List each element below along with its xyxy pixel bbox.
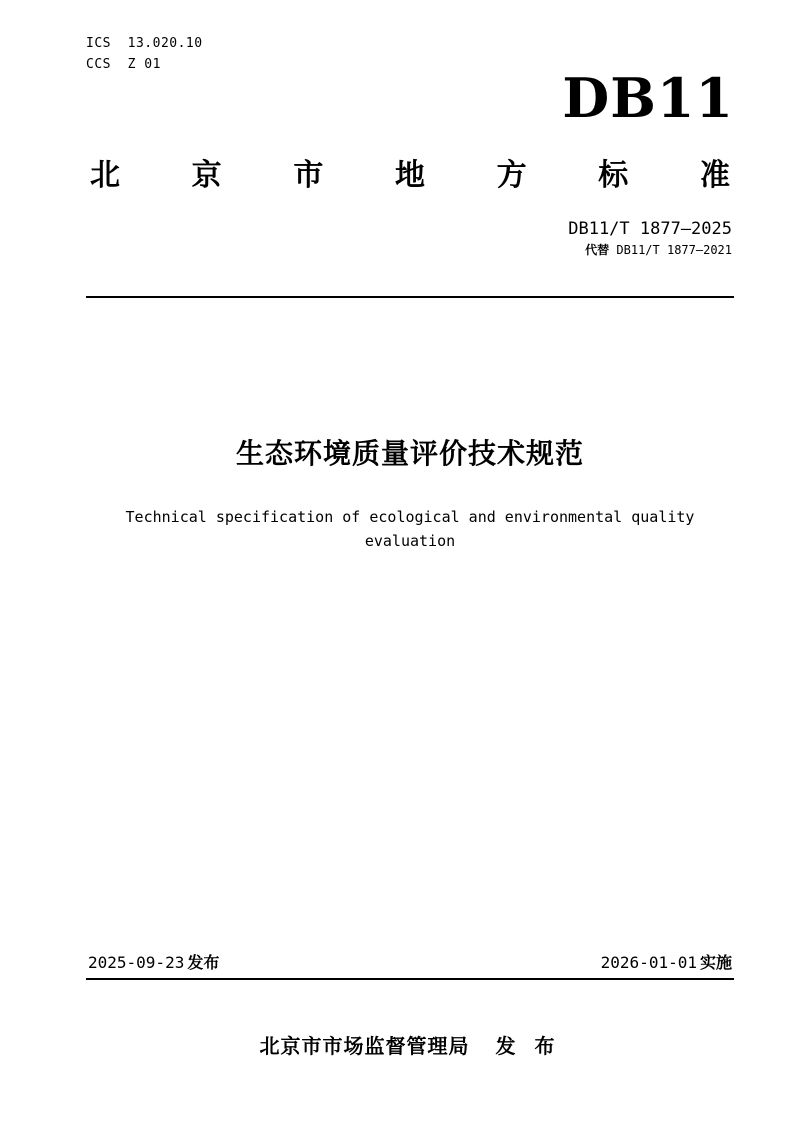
title-chinese: 生态环境质量评价技术规范	[235, 437, 584, 470]
ics-line	[86, 33, 203, 54]
standard-number-block	[568, 218, 732, 259]
standard-number: DB11/T 1877—2025	[568, 219, 732, 239]
effective-date-block	[601, 950, 732, 973]
title-english-line2: evaluation	[364, 532, 456, 550]
page-content	[86, 0, 734, 1133]
ccs-value: Z 01	[127, 57, 161, 72]
issue-label: 发布	[187, 953, 220, 972]
header-divider	[86, 296, 734, 298]
issuer-name: 北京市市场监督管理局	[259, 1034, 470, 1058]
effective-date: 2026-01-01	[600, 953, 697, 972]
banner-char-2: 市	[293, 158, 324, 193]
title-english-line1: Technical specification of ecological and environmental quality	[125, 508, 695, 526]
issue-date: 2025-09-23	[88, 953, 185, 972]
ics-value: 13.020.10	[127, 36, 203, 51]
banner-char-0: 北	[90, 158, 120, 193]
banner-char-1: 京	[191, 158, 222, 193]
issuer-action: 发 布	[495, 1034, 561, 1058]
db11-logo: DB11	[562, 66, 734, 130]
classification-codes	[86, 33, 203, 75]
issue-date-block	[88, 950, 219, 973]
effective-label: 实施	[699, 953, 732, 972]
footer-dates	[86, 950, 734, 976]
replaces-label: 代替	[585, 243, 610, 257]
standard-banner	[90, 150, 730, 194]
title-english	[110, 505, 710, 553]
banner-char-5: 标	[598, 158, 629, 193]
ccs-label: CCS	[86, 57, 111, 72]
banner-char-6: 准	[699, 158, 730, 193]
banner-char-4: 方	[496, 158, 527, 193]
issuer-line	[86, 1030, 734, 1059]
replaces-line	[568, 242, 732, 259]
replaces-number: DB11/T 1877—2021	[616, 243, 732, 257]
footer-divider	[86, 978, 734, 980]
ics-label: ICS	[86, 36, 111, 51]
banner-char-3: 地	[394, 158, 425, 193]
ccs-line	[86, 54, 203, 75]
